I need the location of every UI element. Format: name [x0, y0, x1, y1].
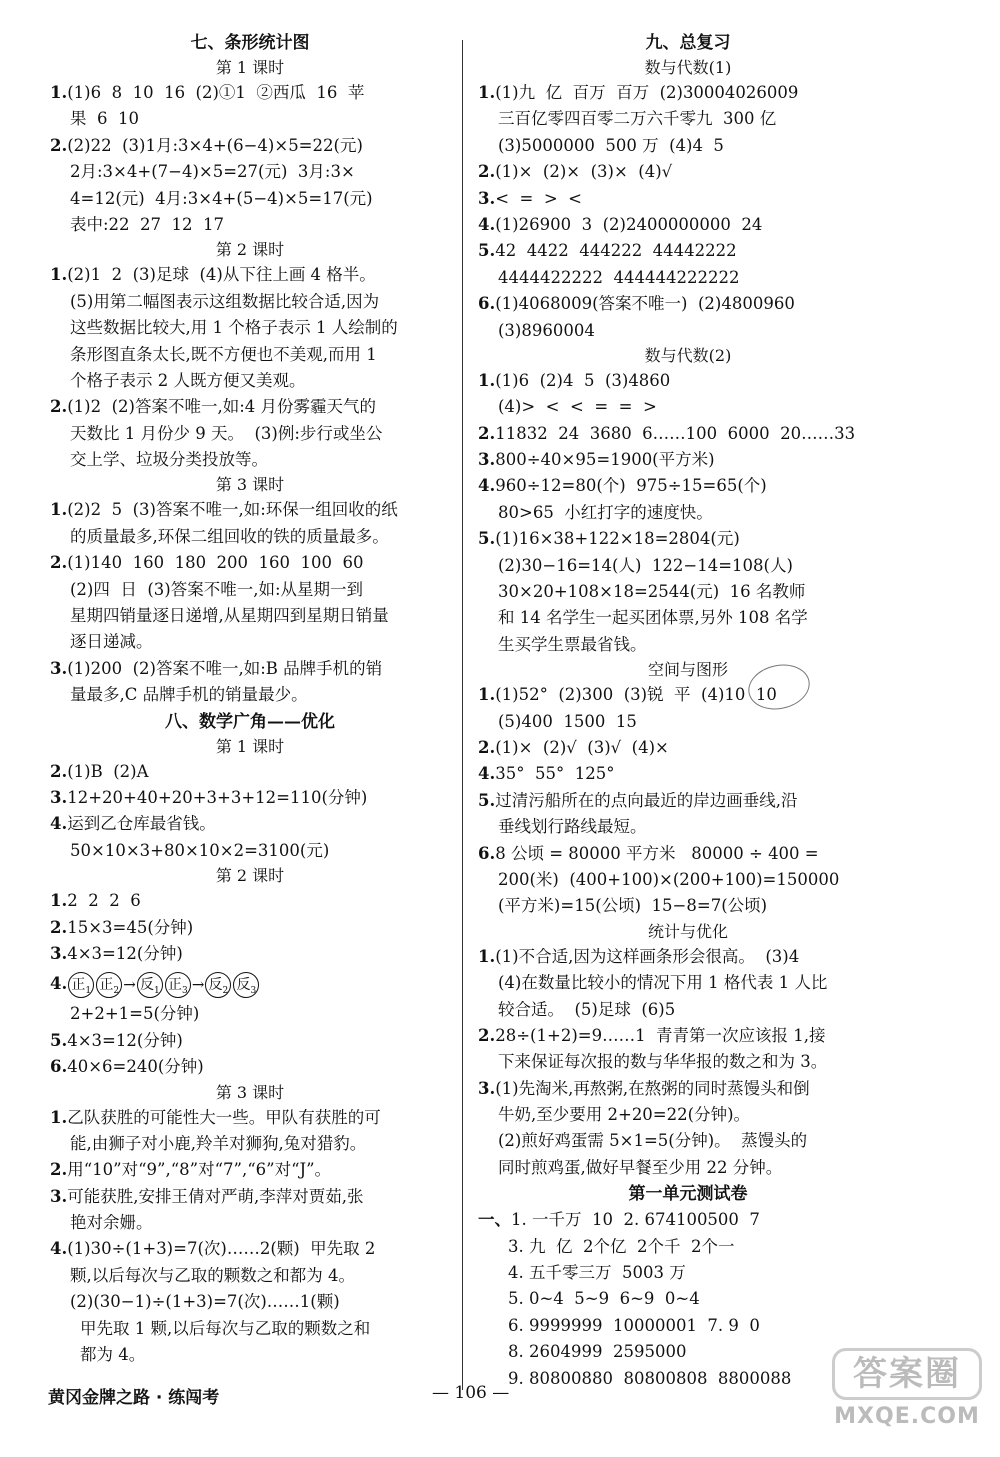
question-number: 2. [50, 135, 68, 155]
step-index: 1 [85, 985, 92, 996]
answer-line [50, 656, 450, 682]
answer-text: (5)400 1500 15 [498, 711, 637, 731]
question-number: 1. [50, 265, 68, 285]
question-number: 4. [478, 476, 496, 496]
answer-text: 4. 五千零三万 5003 万 [508, 1263, 686, 1283]
answer-line [478, 997, 898, 1023]
circled-step [233, 972, 259, 998]
section-title: 九、总复习 [645, 33, 731, 53]
answer-line [478, 1286, 898, 1312]
question-number: 1. [478, 685, 496, 705]
answer-text: 条形图直条太长,既不方便也不美观,而用 1 [70, 344, 377, 364]
answer-line [478, 761, 898, 787]
answer-line [478, 709, 898, 735]
answer-line [50, 785, 450, 811]
answer-line [478, 970, 898, 996]
answer-line [50, 941, 450, 967]
answer-text: 4×3=12(分钟) [67, 943, 183, 963]
question-number: 4. [50, 1239, 68, 1259]
watermark-text: 答案圈 [832, 1348, 982, 1400]
answer-line [50, 603, 450, 629]
answer-line [50, 1001, 450, 1027]
answer-line [50, 447, 450, 473]
answer-text: < = > < [495, 188, 583, 208]
watermark-logo [826, 1342, 988, 1450]
step-index: 3 [250, 985, 257, 996]
answer-text: 15×3=45(分钟) [67, 917, 194, 937]
lesson-subtitle: 数与代数(2) [644, 345, 732, 365]
answer-text: 5. 0~4 5~9 6~9 0~4 [508, 1289, 700, 1309]
answer-line [50, 212, 450, 238]
answer-line [478, 447, 898, 473]
answer-text: 8. 2604999 2595000 [508, 1342, 687, 1362]
answer-text: 能,由狮子对小鹿,羚羊对狮狗,兔对猎豹。 [70, 1133, 367, 1153]
answer-line [50, 629, 450, 655]
question-number: 5. [478, 790, 496, 810]
answer-text: 35° 55° 125° [495, 764, 615, 784]
right-column [478, 30, 898, 1392]
question-number: 2. [50, 917, 68, 937]
answer-line [50, 262, 450, 288]
question-number: 3. [50, 1186, 68, 1206]
answer-line [50, 1289, 450, 1315]
question-number: 1. [50, 83, 68, 102]
answer-text: 量最多,C 品牌手机的销量最少。 [70, 685, 308, 705]
answer-line [478, 80, 898, 106]
answer-text: (平方米)=15(公顷) 15−8=7(公顷) [498, 896, 768, 916]
lesson-subtitle: 第 2 课时 [215, 240, 285, 260]
answer-line [50, 289, 450, 315]
circled-step [165, 972, 191, 998]
answer-line [50, 1028, 450, 1054]
answer-text: (2)(30−1)÷(1+3)=7(次)……1(颗) [70, 1292, 340, 1312]
answer-line [50, 133, 450, 159]
answer-line [478, 1155, 898, 1181]
answer-text: (2)1 2 (3)足球 (4)从下往上画 4 格半。 [67, 265, 376, 285]
lesson-subtitle: 第 1 课时 [215, 58, 285, 77]
answer-text: (1)6 8 10 16 (2)①1 ②西瓜 16 苹 [67, 83, 365, 102]
answer-line [50, 1054, 450, 1080]
answer-line [478, 1313, 898, 1339]
answer-text: 11832 24 3680 6……100 6000 20……33 [495, 423, 856, 443]
question-number: 4. [50, 974, 68, 994]
answer-text: 这些数据比较大,用 1 个格子表示 1 人绘制的 [70, 318, 398, 338]
answer-line [50, 342, 450, 368]
answer-line [50, 577, 450, 603]
question-number: 6. [50, 1057, 68, 1077]
answer-text: 3. 九 亿 2个亿 2个千 2个一 [508, 1236, 735, 1256]
answer-text: 28÷(1+2)=9……1 青青第一次应该报 1,接 [495, 1025, 826, 1045]
answer-text: (3)5000000 500 万 (4)4 5 [498, 135, 724, 155]
question-number: 5. [50, 1030, 68, 1050]
question-number: 1. [478, 83, 496, 102]
answer-line [50, 1184, 450, 1210]
answer-text: 8 公顷 = 80000 平方米 80000 ÷ 400 = [495, 843, 819, 863]
answer-line [50, 550, 450, 576]
answer-line [478, 368, 898, 394]
step-char: 反 [139, 976, 154, 993]
lesson-subtitle: 数与代数(1) [644, 58, 732, 77]
answer-line [50, 394, 450, 420]
step-index: 3 [181, 985, 188, 996]
column-divider [462, 40, 463, 1390]
question-number: 4. [50, 814, 68, 834]
answer-text: (1)200 (2)答案不唯一,如:B 品牌手机的销 [67, 658, 383, 678]
answer-text: 颗,以后每次与乙取的颗数之和都为 4。 [70, 1265, 355, 1285]
answer-line [50, 421, 450, 447]
answer-text: (2)煎好鸡蛋需 5×1=5(分钟)。 蒸馒头的 [498, 1131, 808, 1151]
answer-line [478, 291, 898, 317]
answer-line [478, 1076, 898, 1102]
answer-text: 4444422222 444444222222 [498, 267, 740, 287]
answer-text: (5)用第二幅图表示这组数据比较合适,因为 [70, 291, 380, 311]
answer-line [478, 186, 898, 212]
question-number: 5. [478, 529, 496, 549]
coin-flip-sequence [50, 967, 450, 1001]
answer-line [50, 1210, 450, 1236]
answer-text: (2)22 (3)1月:3×4+(6−4)×5=22(元) [67, 135, 363, 155]
question-number: 6. [478, 294, 496, 314]
question-number: 2. [478, 1025, 496, 1045]
circled-step [137, 972, 163, 998]
answer-text: (1)6 (2)4 5 (3)4860 [495, 370, 671, 390]
question-number: 2. [50, 1160, 68, 1180]
answer-text: 2+2+1=5(分钟) [70, 1004, 200, 1024]
answer-text: 垂线划行路线最短。 [498, 817, 647, 837]
answer-text: (1)× (2)× (3)× (4)√ [495, 162, 673, 182]
answer-line [50, 186, 450, 212]
answer-line [478, 867, 898, 893]
answer-text: 生买学生票最省钱。 [498, 634, 647, 654]
answer-text: 42 4422 444222 44442222 [495, 241, 737, 261]
answer-text: 2 2 2 6 [67, 891, 141, 911]
step-char: 正 [99, 976, 114, 993]
answer-text: 4×3=12(分钟) [67, 1030, 183, 1050]
answer-line [478, 841, 898, 867]
answer-line [478, 1207, 898, 1233]
section-title: 七、条形统计图 [190, 33, 310, 53]
answer-text: 9. 80800880 80800808 8800088 [508, 1368, 792, 1388]
answer-line [478, 893, 898, 919]
answer-text: 甲先取 1 颗,以后每次与乙取的颗数之和 [80, 1318, 371, 1338]
answer-text: 逐日递减。 [70, 632, 153, 652]
answer-text: (1)26900 3 (2)2400000000 24 [495, 214, 763, 234]
answer-line [478, 1102, 898, 1128]
answer-line [478, 526, 898, 552]
answer-line [50, 368, 450, 394]
watermark-url: MXQE.COM [834, 1404, 980, 1429]
answer-text: (1)B (2)A [67, 761, 149, 781]
answer-line [50, 915, 450, 941]
answer-text: (2)四 日 (3)答案不唯一,如:从星期一到 [70, 579, 364, 599]
answer-text: 过清污船所在的点向最近的岸边画垂线,沿 [495, 790, 798, 810]
answer-line [50, 1157, 450, 1183]
question-number: 3. [50, 658, 68, 678]
answer-text: 星期四销量逐日递增,从星期四到星期日销量 [70, 606, 389, 626]
answer-line [478, 500, 898, 526]
answer-text: (2)2 5 (3)答案不唯一,如:环保一组回收的纸 [67, 500, 398, 520]
circled-step [68, 972, 94, 998]
answer-text: 40×6=240(分钟) [67, 1057, 204, 1077]
answer-line [50, 1236, 450, 1262]
question-number: 2. [478, 423, 496, 443]
answer-line [478, 605, 898, 631]
lesson-subtitle: 第 3 课时 [215, 1082, 285, 1102]
answer-text: 乙队获胜的可能性大一些。甲队有获胜的可 [67, 1107, 381, 1127]
step-char: 反 [208, 976, 223, 993]
answer-line [478, 579, 898, 605]
answer-text: 天数比 1 月份少 9 天。 (3)例:步行或坐公 [70, 423, 383, 443]
circled-step [205, 972, 231, 998]
answer-text: (4)在数量比较小的情况下用 1 格代表 1 人比 [498, 973, 828, 993]
answer-text: 1. 一千万 10 2. 674100500 7 [511, 1210, 760, 1230]
answer-text: (1)九 亿 百万 百万 (2)30004026009 [495, 83, 799, 102]
answer-line [50, 1342, 450, 1368]
answer-line [478, 1049, 898, 1075]
answer-line [478, 1234, 898, 1260]
question-number: 一、 [478, 1210, 511, 1230]
step-index: 2 [113, 985, 120, 996]
answer-text: (1)不合适,因为这样画条形会很高。 (3)4 [495, 946, 800, 966]
answer-line [50, 838, 450, 864]
answer-line [478, 1260, 898, 1286]
question-number: 3. [50, 943, 68, 963]
answer-line [50, 497, 450, 523]
answer-line [478, 632, 898, 658]
answer-text: 牛奶,至少要用 2+20=22(分钟)。 [498, 1105, 751, 1125]
answer-text: (1)16×38+122×18=2804(元) [495, 529, 740, 549]
answer-line [478, 788, 898, 814]
answer-text: 运到乙仓库最省钱。 [67, 814, 216, 834]
answer-text: (1)140 160 180 200 160 100 60 [67, 553, 364, 573]
circled-step [96, 972, 122, 998]
answer-line [478, 133, 898, 159]
answer-text: 同时煎鸡蛋,做好早餐至少用 22 分钟。 [498, 1157, 783, 1177]
answer-line [478, 159, 898, 185]
page-number: — 106 — [432, 1383, 510, 1403]
answer-line [478, 473, 898, 499]
answer-line [478, 318, 898, 344]
question-number: 1. [50, 500, 68, 520]
answer-line [478, 735, 898, 761]
question-number: 5. [478, 241, 496, 261]
book-series-title: 黄冈金牌之路 · 练闯考 [48, 1388, 220, 1408]
answer-line [50, 315, 450, 341]
answer-text: 三百亿零四百零二万六千零九 300 亿 [498, 109, 777, 129]
answer-text: (1)52° (2)300 (3)锐 平 (4)10 10 [495, 685, 777, 705]
answer-line [478, 394, 898, 420]
answer-text: 80>65 小红打字的速度快。 [498, 502, 713, 522]
answer-line [478, 265, 898, 291]
answer-line [50, 1105, 450, 1131]
answer-text: 30×20+108×18=2544(元) 16 名教师 [498, 582, 806, 602]
answer-line [478, 421, 898, 447]
answer-line [478, 238, 898, 264]
arrow-icon: → [191, 975, 205, 994]
answer-text: 用“10”对“9”,“8”对“7”,“6”对“J”。 [67, 1160, 332, 1180]
step-char: 正 [167, 976, 182, 993]
question-number: 1. [478, 946, 496, 966]
lesson-subtitle: 统计与优化 [647, 921, 728, 941]
answer-line [478, 1128, 898, 1154]
lesson-subtitle: 第 1 课时 [215, 736, 285, 756]
question-number: 1. [50, 1107, 68, 1127]
question-number: 2. [50, 761, 68, 781]
answer-text: 都为 4。 [80, 1345, 146, 1365]
answer-line [478, 553, 898, 579]
answer-line [478, 944, 898, 970]
answer-text: (3)8960004 [498, 320, 595, 340]
section-title: 第一单元测试卷 [628, 1184, 748, 1205]
answer-line [50, 888, 450, 914]
answer-text: 和 14 名学生一起买团体票,另外 108 名学 [498, 608, 808, 628]
answer-text: (1)4068009(答案不唯一) (2)4800960 [495, 294, 795, 314]
question-number: 4. [478, 764, 496, 784]
answer-text: (4)> < < = = > [498, 397, 657, 417]
lesson-subtitle: 第 2 课时 [215, 866, 285, 886]
question-number: 2. [478, 162, 496, 182]
answer-text: 的质量最多,环保二组回收的铁的质量最多。 [70, 526, 389, 546]
question-number: 1. [50, 891, 68, 911]
answer-text: 200(米) (400+100)×(200+100)=150000 [498, 869, 840, 889]
question-number: 3. [478, 1078, 496, 1098]
answer-line [50, 1263, 450, 1289]
question-number: 6. [478, 843, 496, 863]
answer-text: (1)× (2)√ (3)√ (4)× [495, 737, 669, 757]
step-char: 反 [236, 976, 251, 993]
answer-text: 可能获胜,安排王倩对严萌,李萍对贾茹,张 [67, 1186, 364, 1206]
answer-text: 2月:3×4+(7−4)×5=27(元) 3月:3× [70, 162, 355, 182]
answer-text: 12+20+40+20+3+3+12=110(分钟) [67, 787, 368, 807]
answer-text: (1)30÷(1+3)=7(次)……2(颗) 甲先取 2 [67, 1239, 376, 1259]
answer-text: (2)30−16=14(人) 122−14=108(人) [498, 555, 793, 575]
answer-line [478, 212, 898, 238]
answer-line [50, 759, 450, 785]
answer-line [478, 106, 898, 132]
question-number: 2. [478, 737, 496, 757]
answer-line [478, 814, 898, 840]
answer-line [50, 159, 450, 185]
question-number: 3. [50, 787, 68, 807]
answer-line [50, 811, 450, 837]
question-number: 3. [478, 450, 496, 470]
answer-line [50, 80, 450, 106]
step-index: 1 [153, 985, 160, 996]
question-number: 2. [50, 553, 68, 573]
answer-line [50, 106, 450, 132]
answer-text: 4=12(元) 4月:3×4+(5−4)×5=17(元) [70, 188, 373, 208]
lesson-subtitle: 第 3 课时 [215, 475, 285, 495]
answer-line [50, 1131, 450, 1157]
lesson-subtitle: 空间与图形 [647, 660, 728, 680]
answer-text: 800÷40×95=1900(平方米) [495, 450, 715, 470]
answer-text: 交上学、垃圾分类投放等。 [70, 450, 268, 470]
answer-text: 6. 9999999 10000001 7. 9 0 [508, 1315, 760, 1335]
step-char: 正 [71, 976, 86, 993]
answer-text: 果 6 10 [70, 109, 139, 129]
answer-line [50, 682, 450, 708]
question-number: 3. [478, 188, 496, 208]
section-title: 八、数学广角——优化 [165, 711, 335, 732]
question-number: 1. [478, 370, 496, 390]
question-number: 4. [478, 214, 496, 234]
answer-text: 艳对余姗。 [70, 1213, 153, 1233]
arrow-icon: → [123, 975, 136, 994]
answer-text: 表中:22 27 12 17 [70, 214, 225, 234]
answer-text: 50×10×3+80×10×2=3100(元) [70, 840, 330, 860]
answer-line [50, 524, 450, 550]
step-index: 2 [222, 985, 229, 996]
answer-text: 960÷12=80(个) 975÷15=65(个) [495, 476, 767, 496]
answer-line [478, 682, 898, 708]
answer-text: 下来保证每次报的数与华华报的数之和为 3。 [498, 1052, 828, 1072]
answer-text: (1)先淘米,再熬粥,在熬粥的同时蒸馒头和倒 [495, 1078, 810, 1098]
left-column [50, 30, 450, 1368]
answer-text: (1)2 (2)答案不唯一,如:4 月份雾霾天气的 [67, 397, 377, 417]
answer-line [50, 1316, 450, 1342]
answer-text: 个格子表示 2 人既方便又美观。 [70, 370, 306, 390]
answer-text: 较合适。 (5)足球 (6)5 [498, 999, 676, 1019]
question-number: 2. [50, 397, 68, 417]
answer-line [478, 1023, 898, 1049]
